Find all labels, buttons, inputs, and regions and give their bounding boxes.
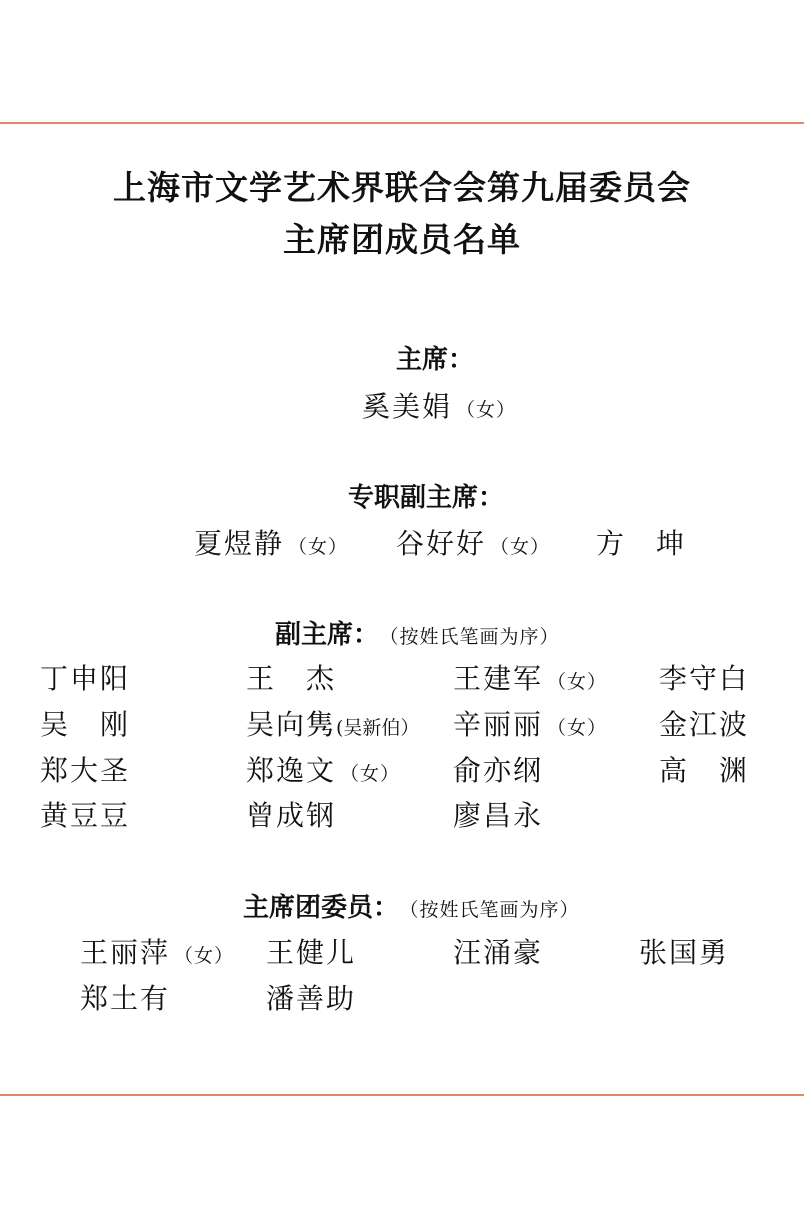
vice-chairmen-heading bbox=[275, 619, 560, 653]
vice-chairman-entry bbox=[659, 662, 753, 699]
member-name: 王丽萍 bbox=[80, 936, 171, 969]
member-name: 吴向隽 bbox=[246, 708, 337, 741]
chairman-entry bbox=[362, 390, 516, 427]
section-heading: 副主席： bbox=[275, 620, 380, 650]
member-name: 高 渊 bbox=[659, 754, 750, 787]
member-name: 夏煜静 bbox=[194, 527, 285, 560]
member-name: 曾成钢 bbox=[246, 799, 337, 832]
presidium-member-entry bbox=[80, 936, 234, 973]
member-tag: (吴新伯） bbox=[336, 717, 420, 739]
vice-chairman-entry bbox=[246, 754, 400, 791]
member-name: 王 杰 bbox=[246, 662, 337, 695]
vice-chairman-entry bbox=[40, 662, 134, 699]
member-tag: （女） bbox=[490, 536, 551, 558]
member-tag: （女） bbox=[288, 536, 349, 558]
vice-chairman-entry bbox=[40, 754, 134, 791]
member-name: 张国勇 bbox=[639, 936, 730, 969]
member-tag: （女） bbox=[547, 671, 608, 693]
member-name: 俞亦纲 bbox=[453, 754, 544, 787]
member-name: 金江波 bbox=[659, 708, 750, 741]
ordering-note: （按姓氏笔画为序） bbox=[389, 626, 560, 648]
vice-chairman-entry bbox=[40, 708, 134, 745]
section-heading: 主席团委员： bbox=[243, 893, 400, 923]
presidium-member-entry bbox=[453, 936, 547, 973]
member-tag: （女） bbox=[456, 399, 517, 421]
vice-chairman-entry bbox=[659, 708, 753, 745]
member-name: 王健儿 bbox=[266, 936, 357, 969]
member-name: 郑土有 bbox=[80, 982, 171, 1015]
member-tag: （女） bbox=[340, 763, 401, 785]
vice-chairman-entry bbox=[453, 708, 607, 745]
vice-chairman-entry bbox=[453, 754, 547, 791]
top-divider bbox=[0, 122, 804, 124]
member-name: 李守白 bbox=[659, 662, 750, 695]
fulltime-vice-entry bbox=[596, 527, 690, 564]
member-name: 王建军 bbox=[453, 662, 544, 695]
member-name: 吴 刚 bbox=[40, 708, 131, 741]
presidium-member-entry bbox=[639, 936, 733, 973]
member-name: 郑逸文 bbox=[246, 754, 337, 787]
member-name: 谷好好 bbox=[396, 527, 487, 560]
fulltime-vice-entry bbox=[396, 527, 550, 564]
presidium-member-entry bbox=[80, 982, 174, 1019]
member-name: 郑大圣 bbox=[40, 754, 131, 787]
vice-chairman-entry bbox=[246, 708, 419, 745]
document-title-line1: 上海市文学艺术界联合会第九届委员会 bbox=[113, 168, 691, 207]
bottom-divider bbox=[0, 1094, 804, 1096]
document-title-line2: 主席团成员名单 bbox=[283, 220, 521, 259]
member-name: 黄豆豆 bbox=[40, 799, 131, 832]
fulltime-vice-entry bbox=[194, 527, 348, 564]
ordering-note: （按姓氏笔画为序） bbox=[409, 899, 580, 921]
member-name: 方 坤 bbox=[596, 527, 687, 560]
vice-chairman-entry bbox=[659, 754, 753, 791]
presidium-member-entry bbox=[266, 982, 360, 1019]
member-name: 廖昌永 bbox=[453, 799, 544, 832]
vice-chairman-entry bbox=[453, 799, 547, 836]
vice-chairman-entry bbox=[246, 662, 340, 699]
member-tag: （女） bbox=[174, 945, 235, 967]
member-name: 汪涌豪 bbox=[453, 936, 544, 969]
vice-chairman-entry bbox=[246, 799, 340, 836]
presidium-heading bbox=[243, 892, 580, 926]
vice-chairman-entry bbox=[453, 662, 607, 699]
chairman-heading: 主席： bbox=[396, 345, 475, 375]
member-name: 奚美娟 bbox=[362, 390, 453, 423]
member-name: 辛丽丽 bbox=[453, 708, 544, 741]
member-name: 潘善助 bbox=[266, 982, 357, 1015]
member-tag: （女） bbox=[547, 717, 608, 739]
member-name: 丁申阳 bbox=[40, 662, 131, 695]
vice-chairman-entry bbox=[40, 799, 134, 836]
presidium-member-entry bbox=[266, 936, 360, 973]
fulltime-vice-heading: 专职副主席： bbox=[348, 483, 505, 513]
